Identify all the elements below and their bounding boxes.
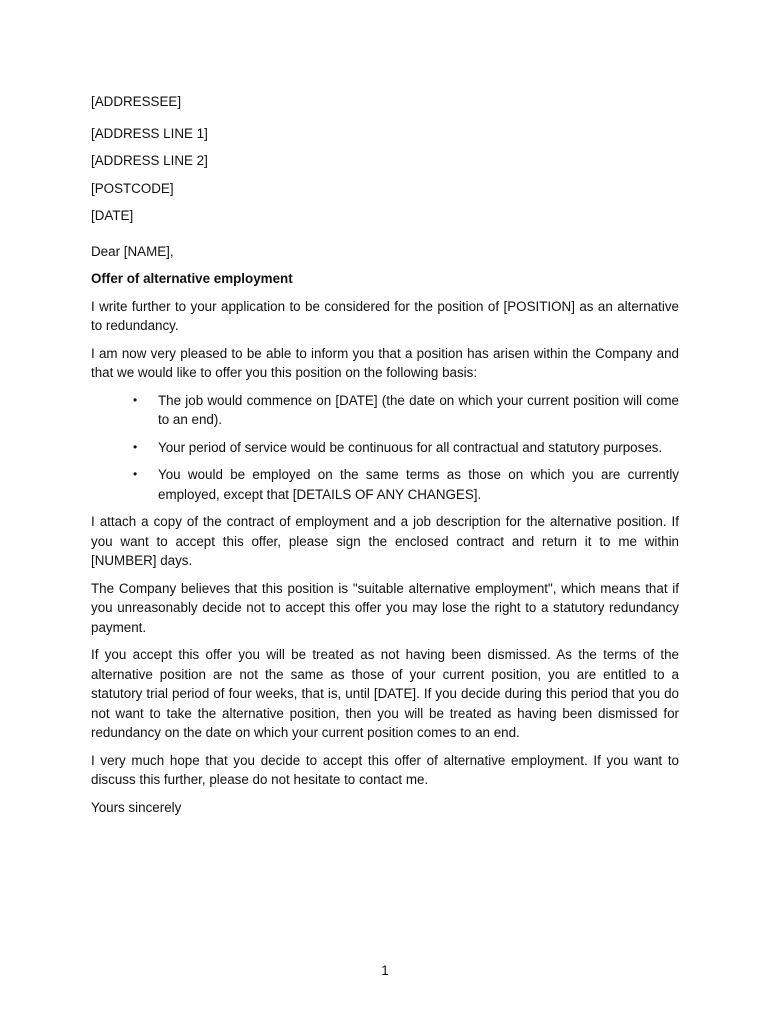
terms-list — [91, 391, 679, 505]
list-item — [91, 391, 679, 430]
salutation: Dear [NAME], — [91, 243, 174, 259]
paragraph: I very much hope that you decide to accept this offer of alternative employment. If you want to discuss this further, please do not hesitate to contact me. — [91, 752, 679, 787]
paragraph: I am now very pleased to be able to inform you that a position has arisen within the Company and that we would like to offer you this position on the following basis: — [91, 345, 679, 380]
addressee: [ADDRESSEE] — [91, 94, 182, 109]
list-item-text: The job would commence on [DATE] (the date on which your current position will come to an end). — [158, 392, 679, 427]
page-number: 1 — [381, 963, 389, 978]
letter-date: [DATE] — [91, 208, 134, 223]
address-line-2: [ADDRESS LINE 2] — [91, 153, 208, 168]
bullet-icon: • — [133, 467, 138, 481]
paragraph: The Company believes that this position is "suitable alternative employment", which means that if you unreasonably decide not to accept this offer you may lose the right to a statutory redundancy payment. — [91, 580, 679, 635]
list-item-text: You would be employed on the same terms as those on which you are currently employed, except that [DETAILS OF ANY CHANGES]. — [158, 467, 679, 502]
sign-off: Yours sincerely — [91, 799, 182, 815]
paragraph: I write further to your application to be considered for the position of [POSITION] as an alternative to redundancy. — [91, 298, 679, 333]
address-line-1: [ADDRESS LINE 1] — [91, 125, 208, 141]
paragraph: If you accept this offer you will be treated as not having been dismissed. As the terms of the alternative position are not the same as those of your current position, you are entitled to a statutory trial period of four weeks, that is, until [DATE]. If you decide during this period that you do not want to take the alternative position, then you will be treated as having been dismissed for redundancy on the date on which your current position comes to an end. — [91, 647, 679, 740]
list-item-text: Your period of service would be continuous for all contractual and statutory purposes. — [158, 439, 663, 455]
postcode: [POSTCODE] — [91, 180, 174, 196]
subject-heading: Offer of alternative employment — [91, 271, 293, 286]
paragraph: I attach a copy of the contract of employment and a job description for the alternative position. If you want to accept this offer, please sign the enclosed contract and return it to me within [NUMBER] days. — [91, 514, 679, 568]
bullet-icon: • — [133, 439, 138, 454]
bullet-icon: • — [133, 392, 138, 407]
list-item — [91, 438, 679, 458]
list-item — [91, 465, 679, 504]
